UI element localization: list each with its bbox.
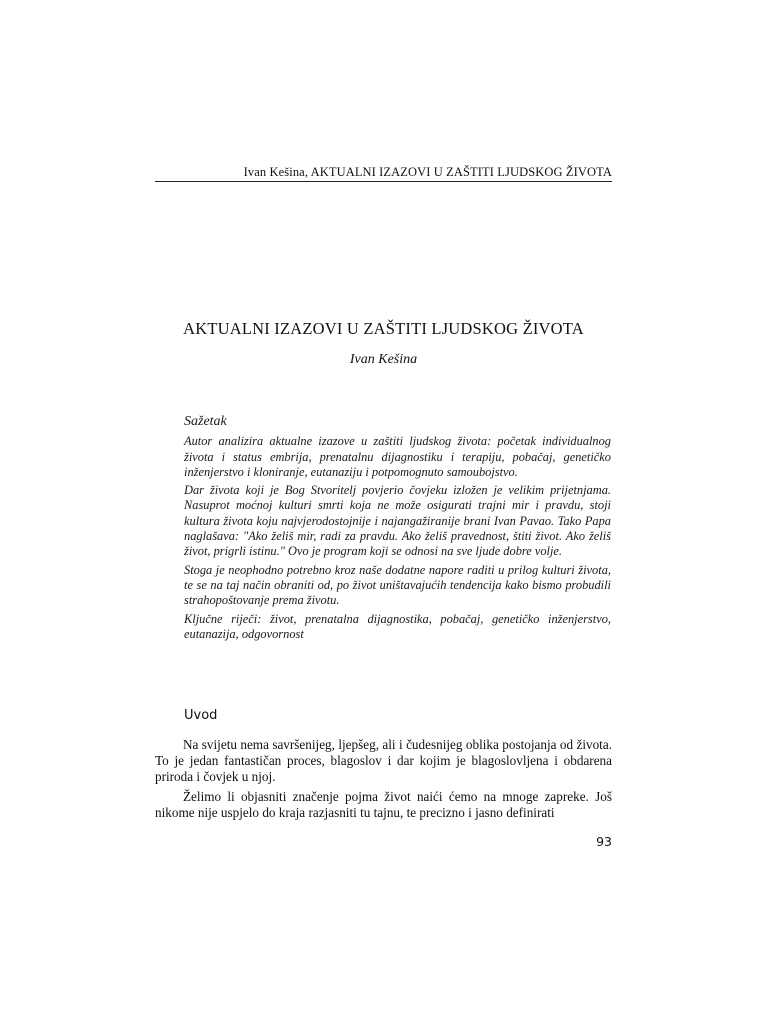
body-paragraph: Želimo li objasniti značenje pojma život naići ćemo na mnoge zapreke. Još nikome nije uspjelo do kraja razjasniti tu tajnu, te precizno i jasno definirati bbox=[155, 789, 612, 820]
article-title: AKTUALNI IZAZOVI U ZAŠTITI LJUDSKOG ŽIVOTA bbox=[183, 319, 584, 338]
keywords: Ključne riječi: život, prenatalna dijagnostika, pobačaj, genetičko inženjerstvo, eutanazija, odgovornost bbox=[184, 611, 611, 641]
body-text bbox=[155, 737, 612, 825]
abstract-heading: Sažetak bbox=[184, 414, 227, 429]
running-header: Ivan Kešina, AKTUALNI IZAZOVI U ZAŠTITI LJUDSKOG ŽIVOTA bbox=[243, 165, 612, 179]
header-rule bbox=[155, 181, 612, 182]
section-heading-intro: Uvod bbox=[184, 708, 218, 723]
abstract-paragraph: Autor analizira aktualne izazove u zaštiti ljudskog života: početak individualnog života i status embrija, prenatalnu dijagnostiku i terapiju, pobačaj, genetičko inženjerstvo i kloniranje, eutanaziju i potpomognuto samoubojstvo. bbox=[184, 434, 611, 479]
abstract-paragraph: Stoga je neophodno potrebno kroz naše dodatne napore raditi u prilog kulturi života, te se na taj način obraniti od, po život uništavajućih tendencija kako bismo probudili strahopoštovanje prema životu. bbox=[184, 562, 611, 608]
article-author: Ivan Kešina bbox=[349, 352, 418, 367]
abstract-paragraph: Dar života koji je Bog Stvoritelj povjerio čovjeku izložen je velikim prijetnjama. Nasuprot moćnoj kulturi smrti koja ne može osigurati trajni mir i pravdu, stoji kultura života koju najvjerodostojnije i najangažiranije brani Ivan Pavao. Tako Papa naglašava: "Ako želiš mir, radi za pravdu. Ako želiš pravednost, štiti život. Ako želiš život, prigrli istinu." Ovo je program koji se odnosi na sve ljude dobre volje. bbox=[184, 483, 611, 559]
abstract bbox=[184, 414, 611, 645]
page-number: 93 bbox=[596, 834, 612, 849]
body-paragraph: Na svijetu nema savršenijeg, ljepšeg, ali i čudesnijeg oblika postojanja od života. To je jedan fantastičan proces, blagoslov i dar kojim je blagoslovljena i obdarena priroda i čovjek u njoj. bbox=[155, 737, 612, 784]
